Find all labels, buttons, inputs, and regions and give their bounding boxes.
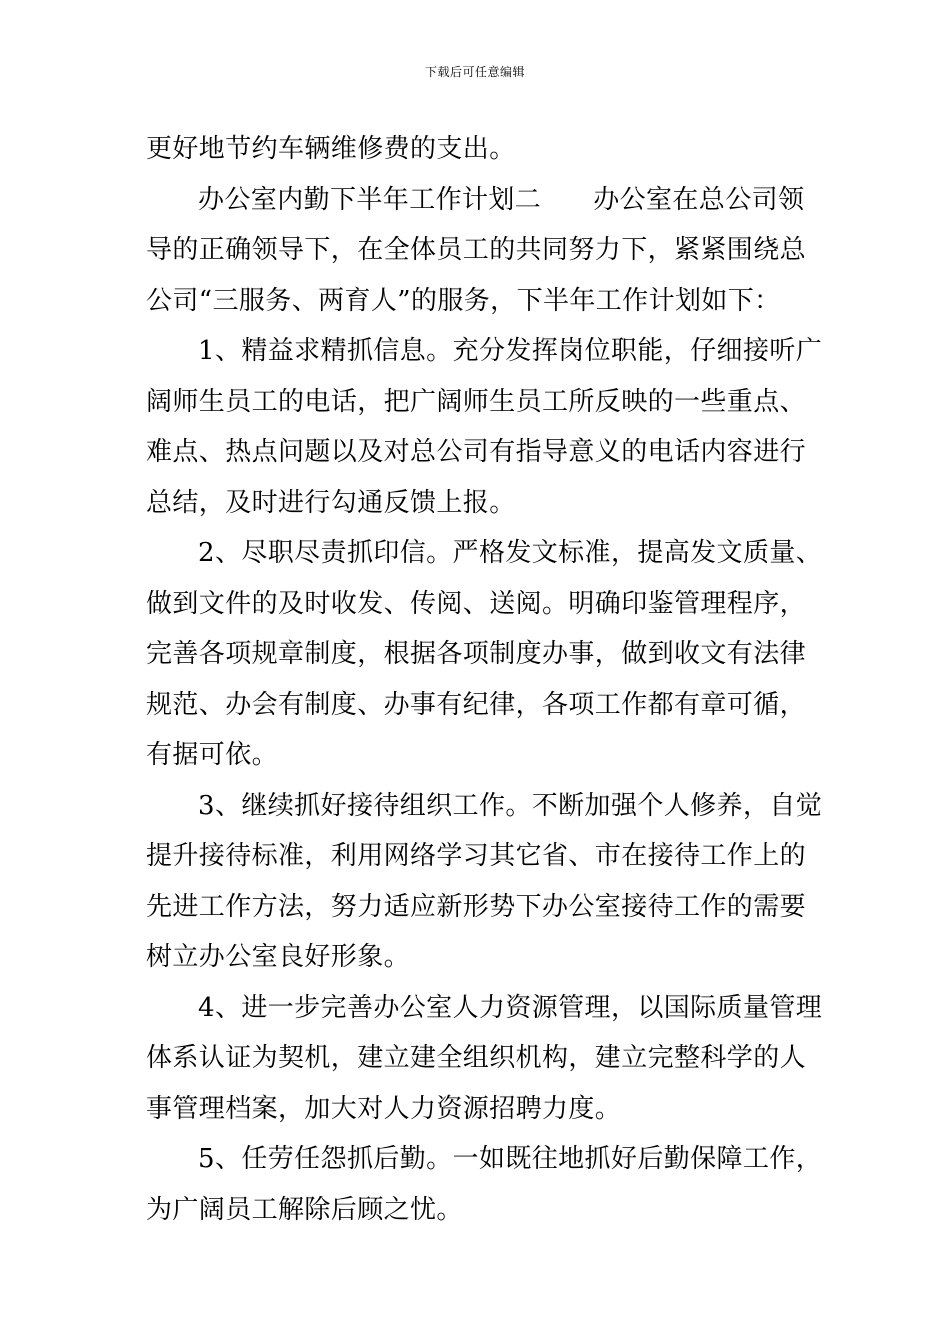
- text-line: 为广阔员工解除后顾之忧。: [146, 1194, 463, 1225]
- text-line: 公司“三服务、两育人”的服务，下半年工作计划如下：: [146, 285, 781, 316]
- text-line-heading: [146, 175, 810, 226]
- text-line: 1、精益求精抓信息。充分发挥岗位职能，仔细接听广: [198, 336, 823, 366]
- text-line: 事管理档案，加大对人力资源招聘力度。: [146, 1093, 622, 1124]
- section-title: 办公室内勤下半年工作计划二: [198, 184, 542, 215]
- text-line: 树立办公室良好形象。: [146, 942, 411, 972]
- text-line: 完善各项规章制度，根据各项制度办事，做到收文有法律: [146, 639, 807, 669]
- text-line: 规范、办会有制度、办事有纪律，各项工作都有章可循，: [146, 689, 807, 720]
- text-line: 2、尽职尽责抓印信。严格发文标准，提高发文质量、: [198, 538, 823, 568]
- text-line: 5、任劳任怨抓后勤。一如既往地抓好后勤保障工作，: [198, 1144, 823, 1174]
- text-line: 更好地节约车辆维修费的支出。: [146, 134, 516, 164]
- text-line: 难点、热点问题以及对总公司有指导意义的电话内容进行: [146, 437, 807, 467]
- text-line: 总结，及时进行勾通反馈上报。: [146, 487, 516, 518]
- text-line: 先进工作方法，努力适应新形势下办公室接待工作的需要: [146, 891, 807, 922]
- text-line: 体系认证为契机，建立建全组织机构，建立完整科学的人: [146, 1043, 807, 1073]
- text-line: 做到文件的及时收发、传阅、送阅。明确印鉴管理程序，: [146, 588, 807, 619]
- text-line: 有据可依。: [146, 740, 279, 770]
- header-note: 下载后可任意编辑: [424, 65, 525, 79]
- text-line: 提升接待标准，利用网络学习其它省、市在接待工作上的: [146, 841, 807, 871]
- text-line: 3、继续抓好接待组织工作。不断加强个人修养，自觉: [198, 790, 823, 821]
- text-line: 4、进一步完善办公室人力资源管理，以国际质量管理: [198, 992, 823, 1023]
- text-line: 导的正确领导下，在全体员工的共同努力下，紧紧围绕总: [146, 235, 807, 265]
- text-line: 阔师生员工的电话，把广阔师生员工所反映的一些重点、: [146, 386, 807, 417]
- document-body: [146, 124, 823, 1235]
- paragraph-start: 办公室在总公司领: [593, 184, 805, 215]
